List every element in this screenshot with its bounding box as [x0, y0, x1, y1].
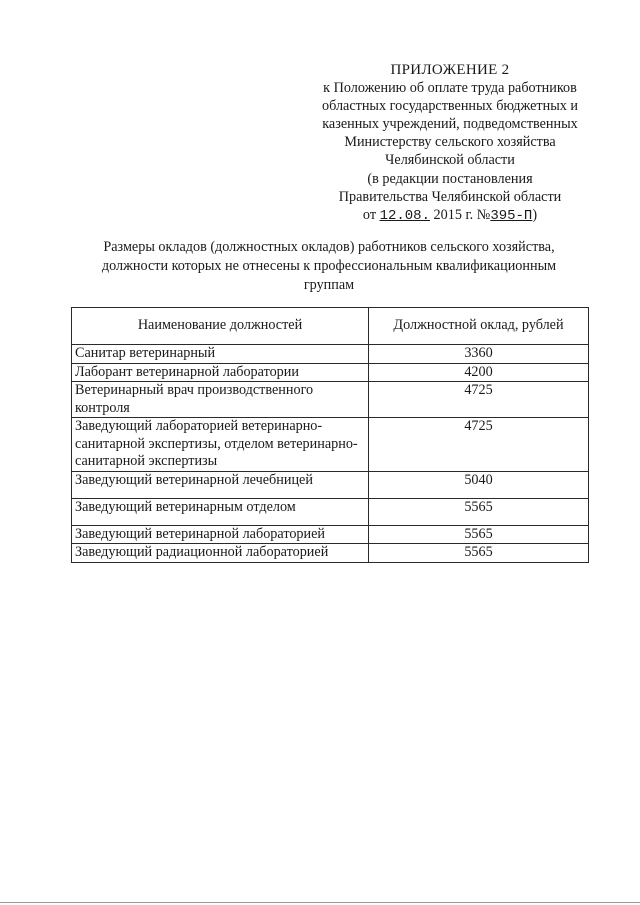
document-heading — [70, 238, 588, 294]
closing-paren: ) — [532, 206, 538, 223]
date-day: 12.08. — [379, 207, 430, 224]
position-cell: Заведующий ветеринарной лабораторией — [72, 525, 369, 544]
salary-cell: 4725 — [369, 418, 589, 472]
position-cell: Заведующий лабораторией ветеринарно-санитарной экспертизы, отделом ветеринарно-санитарной экспертизы — [72, 418, 369, 472]
date-prefix: от — [362, 206, 377, 223]
column-header-position: Наименование должностей — [72, 308, 369, 345]
position-cell: Ветеринарный врач производственного контроля — [72, 382, 369, 418]
salary-cell: 5565 — [369, 544, 589, 563]
appendix-line: Правительства Челябинской области — [338, 188, 562, 205]
salary-cell: 5565 — [369, 525, 589, 544]
appendix-date-line — [300, 206, 600, 225]
table-row — [72, 345, 589, 364]
table-row — [72, 363, 589, 382]
heading-line: должности которых не отнесены к профессиональным квалификационным — [101, 257, 557, 274]
appendix-line: казенных учреждений, подведомственных — [322, 116, 578, 133]
heading-line: Размеры окладов (должностных окладов) работников сельского хозяйства, — [103, 239, 555, 255]
salary-cell: 4200 — [369, 363, 589, 382]
heading-line: группам — [303, 276, 355, 293]
page-bottom-divider — [0, 902, 640, 903]
salary-cell: 3360 — [369, 345, 589, 364]
table-header-row — [72, 308, 589, 345]
table-row — [72, 525, 589, 544]
table-row — [72, 544, 589, 563]
appendix-line: (в редакции постановления — [367, 170, 533, 187]
appendix-header — [300, 61, 600, 225]
position-cell: Санитар ветеринарный — [72, 345, 369, 364]
position-cell: Заведующий ветеринарной лечебницей — [72, 471, 369, 498]
date-year: 2015 г. № — [433, 206, 491, 223]
salary-cell: 5040 — [369, 471, 589, 498]
table-row — [72, 382, 589, 418]
position-cell: Заведующий ветеринарным отделом — [72, 498, 369, 525]
column-header-salary: Должностной оклад, рублей — [369, 308, 589, 345]
table-row — [72, 418, 589, 472]
salary-cell: 4725 — [369, 382, 589, 418]
table-row — [72, 471, 589, 498]
salary-cell: 5565 — [369, 498, 589, 525]
position-cell: Лаборант ветеринарной лаборатории — [72, 363, 369, 382]
table-row — [72, 498, 589, 525]
appendix-title: ПРИЛОЖЕНИЕ 2 — [390, 62, 510, 78]
document-number: 395-П — [490, 207, 533, 224]
position-cell: Заведующий радиационной лабораторией — [72, 544, 369, 563]
appendix-line: к Положению об оплате труда работников — [323, 80, 577, 97]
appendix-line: Министерству сельского хозяйства — [344, 134, 556, 151]
appendix-line: Челябинской области — [385, 152, 515, 169]
appendix-line: областных государственных бюджетных и — [322, 98, 578, 115]
salary-table — [71, 307, 589, 563]
